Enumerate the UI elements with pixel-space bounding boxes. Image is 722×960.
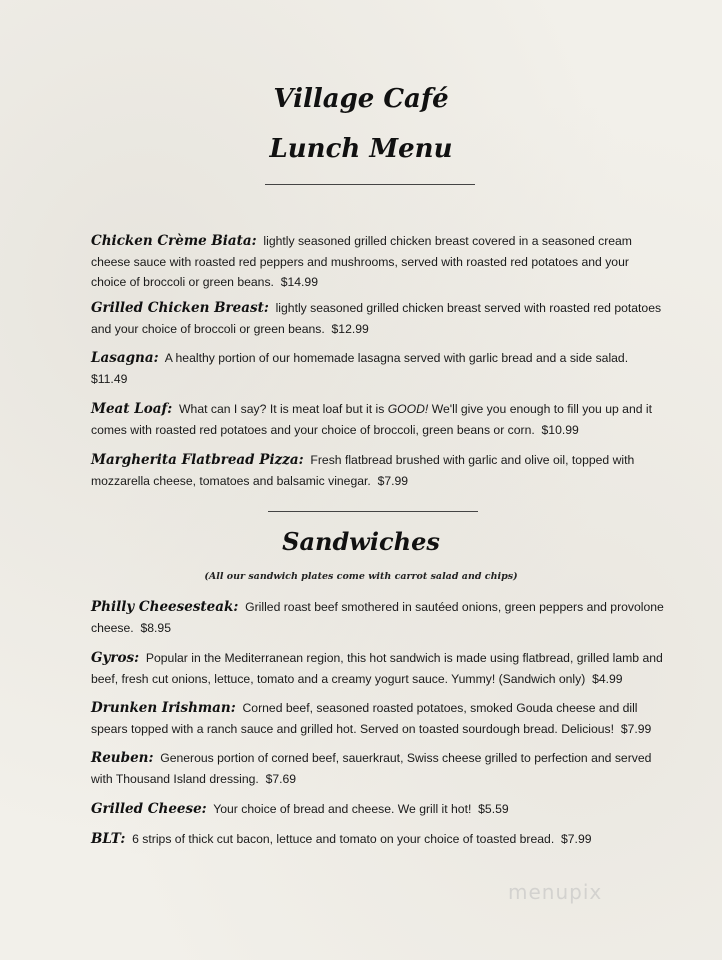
item-description: lightly seasoned grilled chicken breast covered in a seasoned cream cheese sauce with roasted red peppers and mushrooms, served with roasted red potatoes and your choice of broccoli or green beans. (91, 234, 632, 289)
item-description: Your choice of bread and cheese. We grill it hot! (213, 802, 472, 816)
item-name: Gyros: (91, 650, 140, 666)
item-name: Grilled Cheese: (91, 801, 207, 817)
item-description-emphasis: GOOD! (387, 402, 429, 416)
item-name: Drunken Irishman: (91, 700, 236, 716)
menu-item (91, 399, 666, 440)
restaurant-name: Village Café (273, 84, 449, 114)
menu-item (91, 799, 666, 820)
item-name: BLT: (91, 831, 126, 847)
menu-item (91, 748, 666, 789)
item-price: $7.69 (265, 771, 297, 786)
divider (265, 184, 475, 185)
item-price: $4.99 (592, 671, 623, 686)
item-description: 6 strips of thick cut bacon, lettuce and tomato on your choice of toasted bread. (132, 832, 555, 846)
menu-title: Lunch Menu (269, 134, 453, 164)
item-price: $5.59 (478, 802, 509, 816)
menu-item (91, 231, 666, 293)
item-price: $8.95 (140, 620, 171, 635)
item-price: $12.99 (331, 321, 369, 336)
item-name: Philly Cheesesteak: (91, 599, 239, 615)
item-description: Popular in the Mediterranean region, this hot sandwich is made using flatbread, grilled lamb and beef, fresh cut onions, lettuce, tomato and a creamy yogurt sauce. Yummy! (Sandwich only) (91, 651, 663, 686)
item-description: Generous portion of corned beef, sauerkraut, Swiss cheese grilled to perfection and served with Thousand Island dressing. (91, 751, 652, 786)
item-description: Corned beef, seasoned roasted potatoes, smoked Gouda cheese and dill spears topped with a ranch sauce and grilled hot. Served on toasted sourdough bread. Delicious! (91, 701, 638, 736)
item-price: $11.49 (91, 371, 128, 386)
menu-item (91, 298, 666, 339)
item-name: Margherita Flatbread Pizza: (91, 452, 304, 468)
divider (268, 511, 478, 512)
item-price: $10.99 (541, 422, 579, 437)
item-name: Lasagna: (91, 350, 159, 366)
item-description: What can I say? It is meat loaf but it is (179, 402, 385, 416)
section-note: (All our sandwich plates come with carrot salad and chips) (204, 571, 518, 582)
menu-item (91, 648, 666, 689)
menu-item (91, 829, 666, 850)
menu-item (91, 348, 666, 389)
item-price: $14.99 (280, 275, 318, 289)
menu-item (91, 450, 666, 491)
menu-item (91, 597, 666, 638)
item-name: Chicken Crème Biata: (91, 233, 257, 249)
section-title: Sandwiches (282, 527, 440, 556)
item-name: Grilled Chicken Breast: (91, 300, 269, 316)
item-description: A healthy portion of our homemade lasagna served with garlic bread and a side salad. (164, 351, 629, 365)
item-description: We'll give you enough to fill you up and it comes with roasted red potatoes and your choice of broccoli, green beans or corn. (91, 402, 652, 437)
item-price: $7.99 (377, 473, 409, 488)
item-description: Grilled roast beef smothered in sautéed onions, green peppers and provolone cheese. (91, 600, 664, 635)
watermark: menupix (508, 880, 603, 904)
item-name: Reuben: (91, 750, 154, 766)
menu-item (91, 698, 666, 739)
item-description: lightly seasoned grilled chicken breast served with roasted red potatoes and your choice of broccoli or green beans. (91, 301, 662, 336)
item-price: $7.99 (620, 721, 652, 736)
item-name: Meat Loaf: (91, 401, 173, 417)
item-description: Fresh flatbread brushed with garlic and olive oil, topped with mozzarella cheese, tomatoes and balsamic vinegar. (91, 453, 635, 488)
item-price: $7.99 (561, 832, 592, 846)
